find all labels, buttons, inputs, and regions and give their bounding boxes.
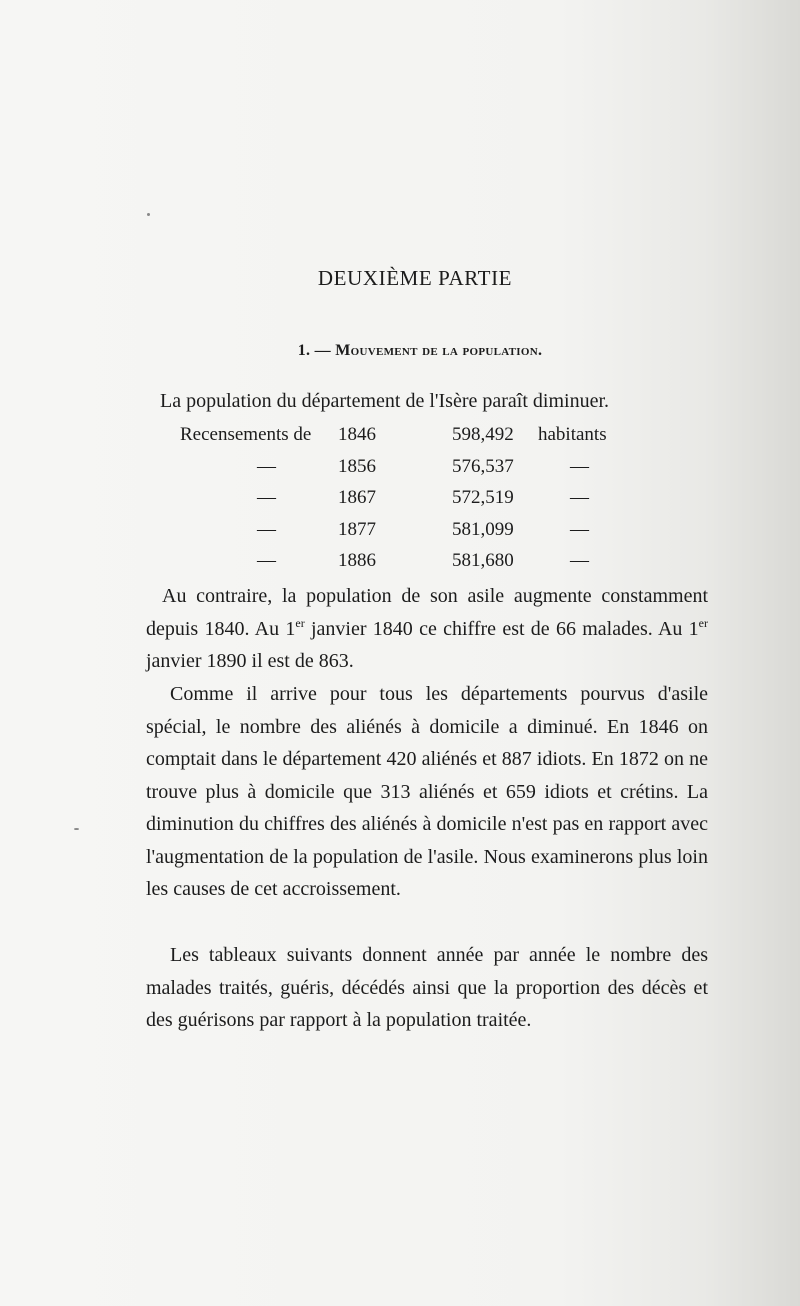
census-value: 572,519 (452, 487, 514, 508)
ditto-mark: — (257, 455, 276, 477)
intro-sentence: La population du département de l'Isère paraît diminuer. (160, 390, 610, 412)
census-unit: — (570, 518, 589, 540)
census-row (180, 456, 640, 488)
census-value: 581,680 (452, 550, 514, 571)
paragraph-text: Au contraire, la population de son asile augmente constamment depuis 1840. Au 1 (146, 585, 708, 640)
ditto-mark: — (257, 518, 276, 540)
census-label: Recensements de (180, 424, 312, 445)
census-unit: — (570, 487, 589, 508)
census-year: 1877 (338, 518, 376, 540)
census-row (180, 424, 640, 456)
census-value: 576,537 (452, 455, 514, 477)
census-unit: — (570, 455, 589, 477)
ditto-mark: — (257, 550, 276, 571)
paragraph-text: janvier 1890 il est de 863. (146, 650, 354, 672)
census-year: 1856 (338, 455, 376, 477)
print-speck (74, 828, 79, 830)
census-year: 1846 (338, 424, 376, 445)
census-row (180, 519, 640, 551)
paragraph-text: janvier 1840 ce chiffre est de 66 malades. Au 1 (304, 617, 699, 640)
superscript: er (698, 615, 708, 630)
ditto-mark: — (257, 487, 276, 508)
paragraph-home-insane: Comme il arrive pour tous les départements pourvus d'asile spécial, le nombre des aliénés à domicile a diminué. En 1846 on comptait dans le département 420 aliénés et 887 idiots. En 1872 on ne trouve plus à domicile que 313 aliénés et 659 idiots et crétins. La diminution du chiffres des aliénés à domicile n'est pas en rapport avec l'augmentation de la population de l'asile. Nous examinerons plus loin les causes de cet accroissement. (146, 683, 708, 900)
paragraph-tables-intro: Les tableaux suivants donnent année par année le nombre des malades traités, guéris, décédés ainsi que la proportion des décès et des guérisons par rapport à la population traitée. (146, 944, 708, 1031)
superscript: er (295, 615, 305, 630)
census-unit: — (570, 550, 589, 571)
paragraph-asylum-growth (146, 580, 708, 678)
census-unit: habitants (538, 424, 607, 445)
section-title: 1. — Mouvement de la population. (297, 342, 543, 359)
census-row (180, 487, 640, 519)
census-table (180, 424, 640, 582)
census-year: 1886 (338, 550, 376, 571)
part-title: DEUXIÈME PARTIE (317, 266, 513, 290)
census-row (180, 550, 640, 582)
print-speck (147, 213, 150, 216)
census-value: 598,492 (452, 424, 514, 445)
census-value: 581,099 (452, 518, 514, 540)
census-year: 1867 (338, 487, 376, 508)
